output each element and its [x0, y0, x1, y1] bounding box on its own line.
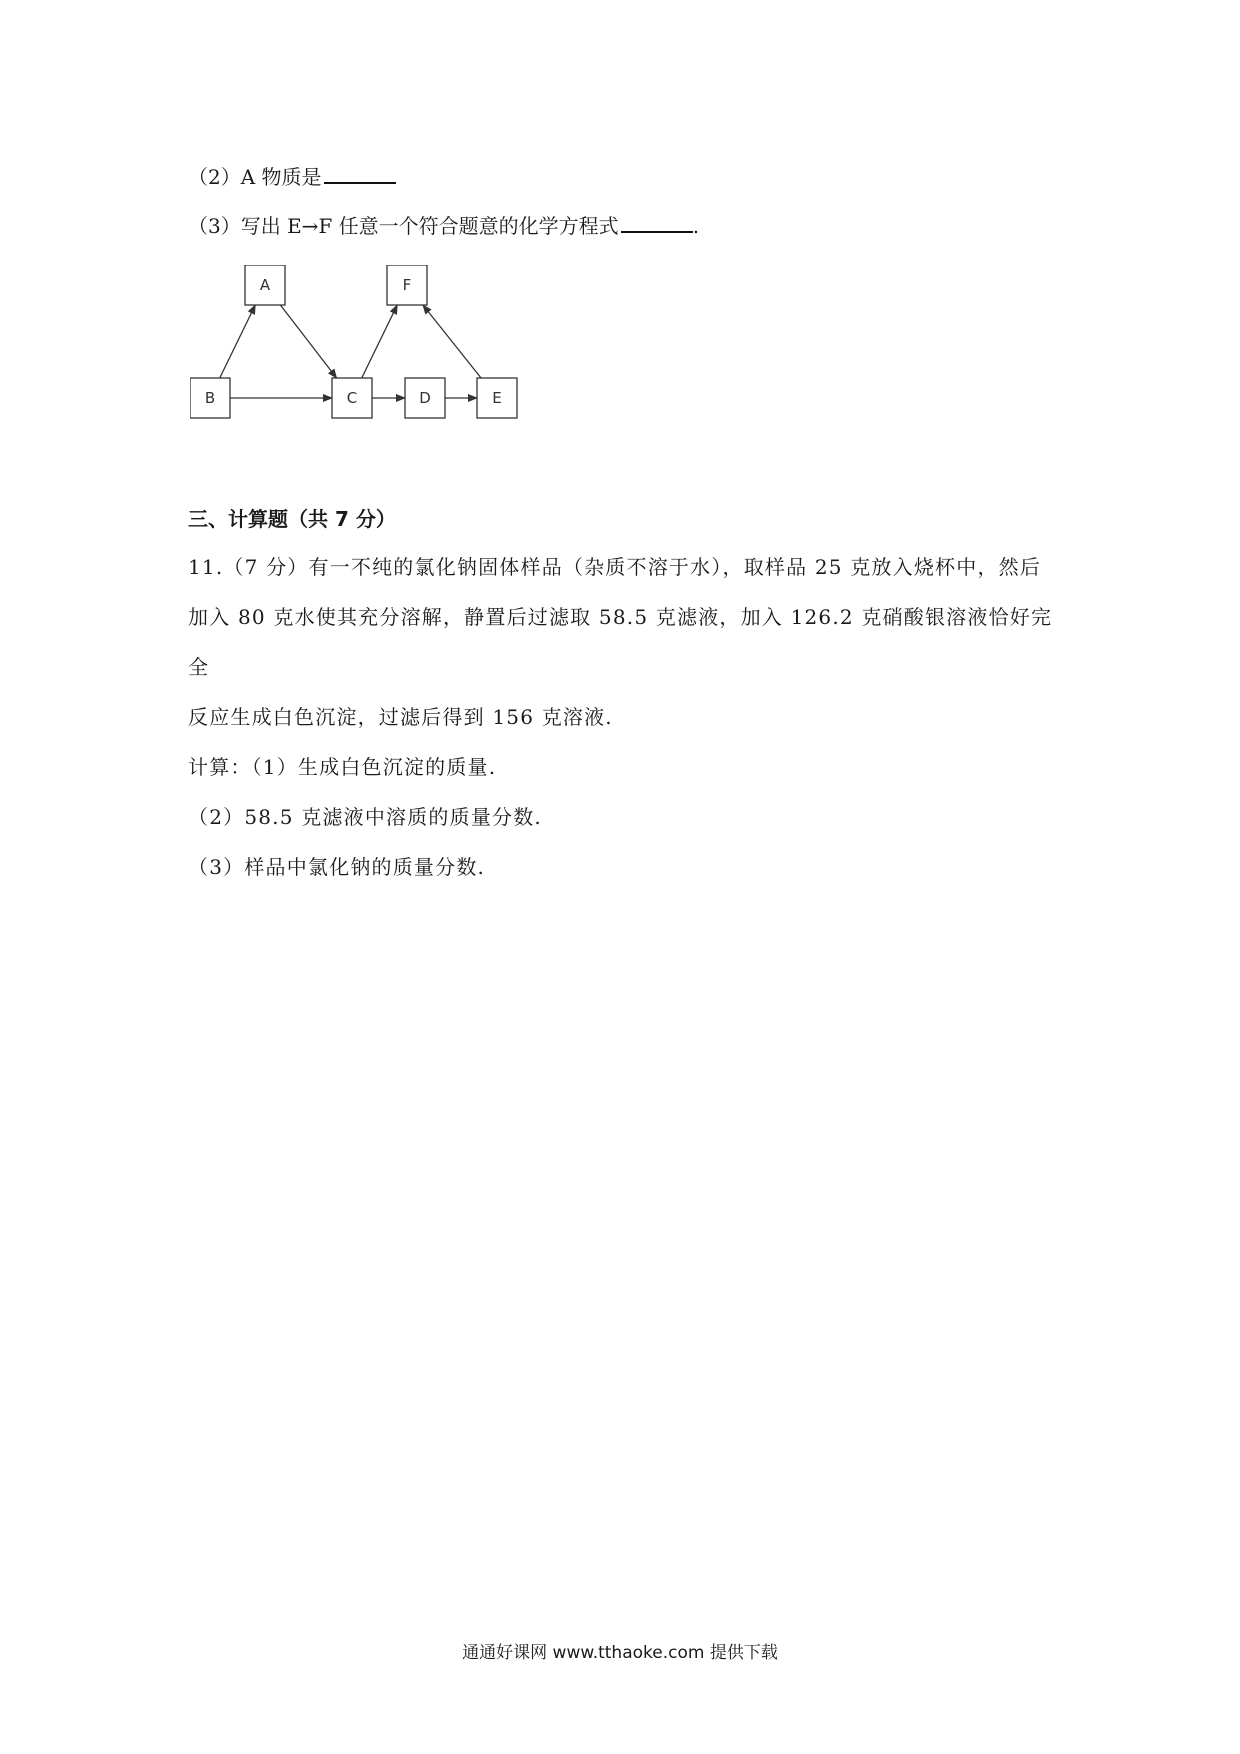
footer-credit: 通通好课网 www.tthaoke.com 提供下载: [462, 1643, 778, 1663]
reaction-diagram: [190, 265, 570, 435]
question-11: [188, 542, 1068, 892]
node-a: [245, 265, 285, 305]
arrow-a-to-c: [280, 305, 336, 378]
node-label: A: [259, 276, 271, 294]
question-11-line-3: 反应生成白色沉淀，过滤后得到 156 克溶液.: [188, 705, 613, 729]
question-11-line-1: 11.（7 分）有一不纯的氯化钠固体样品（杂质不溶于水），取样品 25 克放入烧杯中，然后: [188, 555, 1042, 579]
arrow-b-to-a: [220, 305, 256, 378]
arrow-e-to-f: [423, 305, 481, 378]
node-e: [477, 378, 517, 418]
question-11-sub-3: （3）样品中氯化钠的质量分数.: [188, 855, 486, 879]
node-b: [190, 378, 230, 418]
question-2-text: （2）A 物质是: [188, 165, 322, 189]
node-c: [332, 378, 372, 418]
question-11-sub-2: （2）58.5 克滤液中溶质的质量分数.: [188, 805, 542, 829]
question-11-sub-1: 计算：（1）生成白色沉淀的质量.: [188, 755, 497, 779]
node-f: [387, 265, 427, 305]
node-d: [405, 378, 445, 418]
question-2: [188, 163, 396, 191]
node-label: B: [204, 389, 216, 407]
answer-blank-3[interactable]: [621, 213, 693, 233]
section-3-heading: 三、计算题（共 7 分）: [188, 507, 396, 531]
question-3-text: （3）写出 E→F 任意一个符合题意的化学方程式: [188, 214, 619, 238]
node-label: E: [492, 389, 502, 407]
node-label: C: [346, 389, 358, 407]
question-3: [188, 212, 699, 240]
node-label: D: [419, 389, 431, 407]
arrow-c-to-f: [362, 305, 398, 378]
question-11-line-2: 加入 80 克水使其充分溶解，静置后过滤取 58.5 克滤液，加入 126.2 克硝酸银溶液恰好完全: [188, 605, 1053, 679]
answer-blank-2[interactable]: [324, 164, 396, 184]
node-label: F: [402, 276, 412, 294]
question-3-period: .: [692, 214, 700, 238]
